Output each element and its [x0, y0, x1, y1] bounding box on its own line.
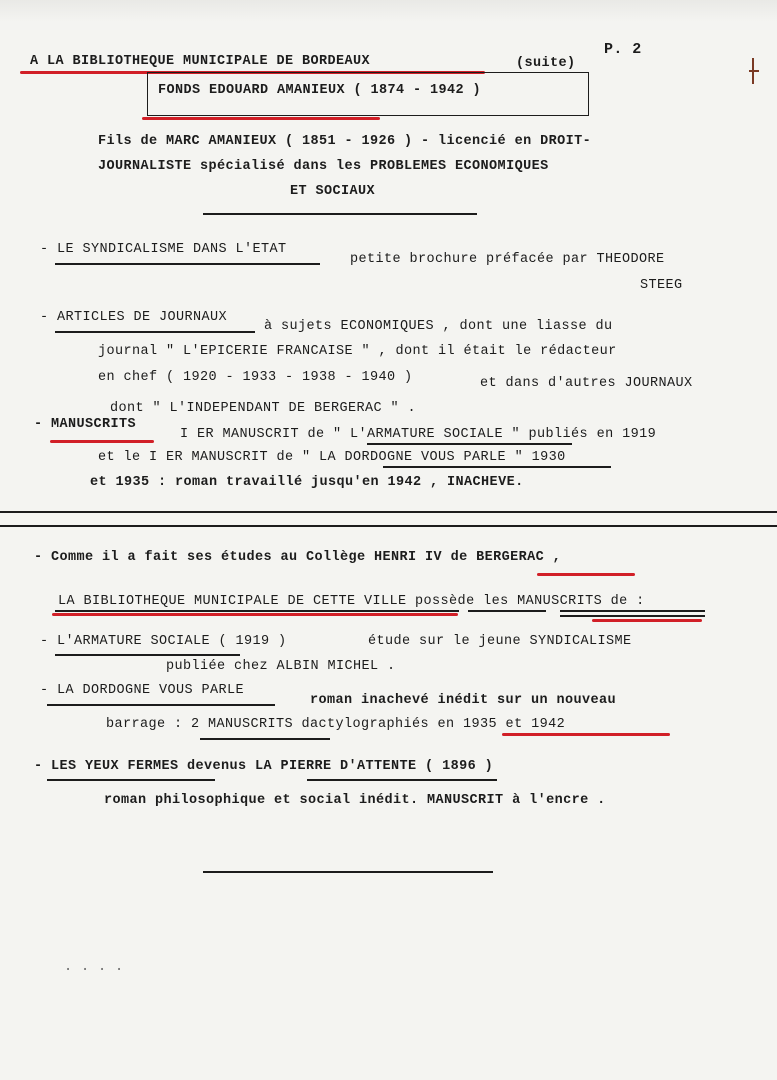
item-title: - LES YEUX FERMES devenus LA PIERRE D'ATTENTE ( 1896 )	[34, 759, 494, 774]
item-desc: en chef ( 1920 - 1933 - 1938 - 1940 )	[98, 370, 413, 385]
item-underline	[55, 654, 240, 656]
library-line: LA BIBLIOTHEQUE MUNICIPALE DE CETTE VILLE possède les MANUSCRITS de :	[58, 594, 645, 609]
scan-top-edge	[0, 0, 777, 22]
item-underline	[307, 779, 497, 781]
item-underline	[560, 615, 705, 617]
bio-line: Fils de MARC AMANIEUX ( 1851 - 1926 ) - licencié en DROIT-	[98, 134, 592, 149]
item-underline	[55, 263, 320, 265]
item-underline	[468, 610, 546, 612]
item-desc: à sujets ECONOMIQUES , dont une liasse du	[264, 319, 613, 334]
separator-rule	[0, 511, 777, 513]
separator-rule	[203, 871, 493, 873]
item-title: - L'ARMATURE SOCIALE ( 1919 )	[40, 634, 287, 649]
red-underline	[142, 117, 380, 120]
item-title: - ARTICLES DE JOURNAUX	[40, 310, 228, 325]
red-underline	[52, 613, 458, 616]
item-underline	[47, 704, 275, 706]
item-underline	[55, 610, 459, 612]
separator-rule	[203, 213, 477, 215]
trailing-dots: . . . .	[64, 960, 124, 975]
pen-tick-mark	[749, 70, 759, 72]
item-title: - MANUSCRITS	[34, 417, 137, 432]
fonds-title: FONDS EDOUARD AMANIEUX ( 1874 - 1942 )	[158, 83, 482, 98]
header-suite: (suite)	[516, 56, 576, 71]
bio-line: ET SOCIAUX	[290, 184, 376, 199]
item-desc: dont " L'INDEPENDANT DE BERGERAC " .	[110, 401, 417, 416]
item-desc: journal " L'EPICERIE FRANCAISE " , dont il était le rédacteur	[98, 344, 617, 359]
header-title: A LA BIBLIOTHEQUE MUNICIPALE DE BORDEAUX	[30, 54, 371, 69]
item-desc: roman inachevé inédit sur un nouveau	[310, 693, 617, 708]
item-underline	[383, 466, 611, 468]
item-underline	[47, 779, 215, 781]
separator-rule	[0, 525, 777, 527]
item-underline	[560, 610, 705, 612]
red-underline	[50, 440, 154, 443]
item-underline	[200, 738, 330, 740]
item-underline	[367, 443, 572, 445]
item-desc: roman philosophique et social inédit. MANUSCRIT à l'encre .	[104, 793, 606, 808]
item-title: - LE SYNDICALISME DANS L'ETAT	[40, 242, 287, 257]
item-desc: STEEG	[640, 278, 683, 293]
item-underline	[55, 331, 255, 333]
item-desc: publiée chez ALBIN MICHEL .	[166, 659, 396, 674]
red-underline	[502, 733, 670, 736]
item-desc: barrage : 2 MANUSCRITS dactylographiés en 1935 et 1942	[106, 717, 566, 732]
red-underline	[592, 619, 702, 622]
item-desc: étude sur le jeune SYNDICALISME	[368, 634, 632, 649]
page-number: P. 2	[604, 41, 642, 58]
red-underline	[537, 573, 635, 576]
bio-line: JOURNALISTE spécialisé dans les PROBLEMES ECONOMIQUES	[98, 159, 549, 174]
item-desc: I ER MANUSCRIT de " L'ARMATURE SOCIALE " publiés en 1919	[180, 427, 657, 442]
item-desc: et le I ER MANUSCRIT de " LA DORDOGNE VOUS PARLE " 1930	[98, 450, 566, 465]
section-intro: - Comme il a fait ses études au Collège HENRI IV de BERGERAC ,	[34, 550, 562, 565]
item-desc: petite brochure préfacée par THEODORE	[350, 252, 665, 267]
item-title: - LA DORDOGNE VOUS PARLE	[40, 683, 245, 698]
item-desc: et 1935 : roman travaillé jusqu'en 1942 , INACHEVE.	[90, 475, 524, 490]
item-desc: et dans d'autres JOURNAUX	[480, 376, 693, 391]
